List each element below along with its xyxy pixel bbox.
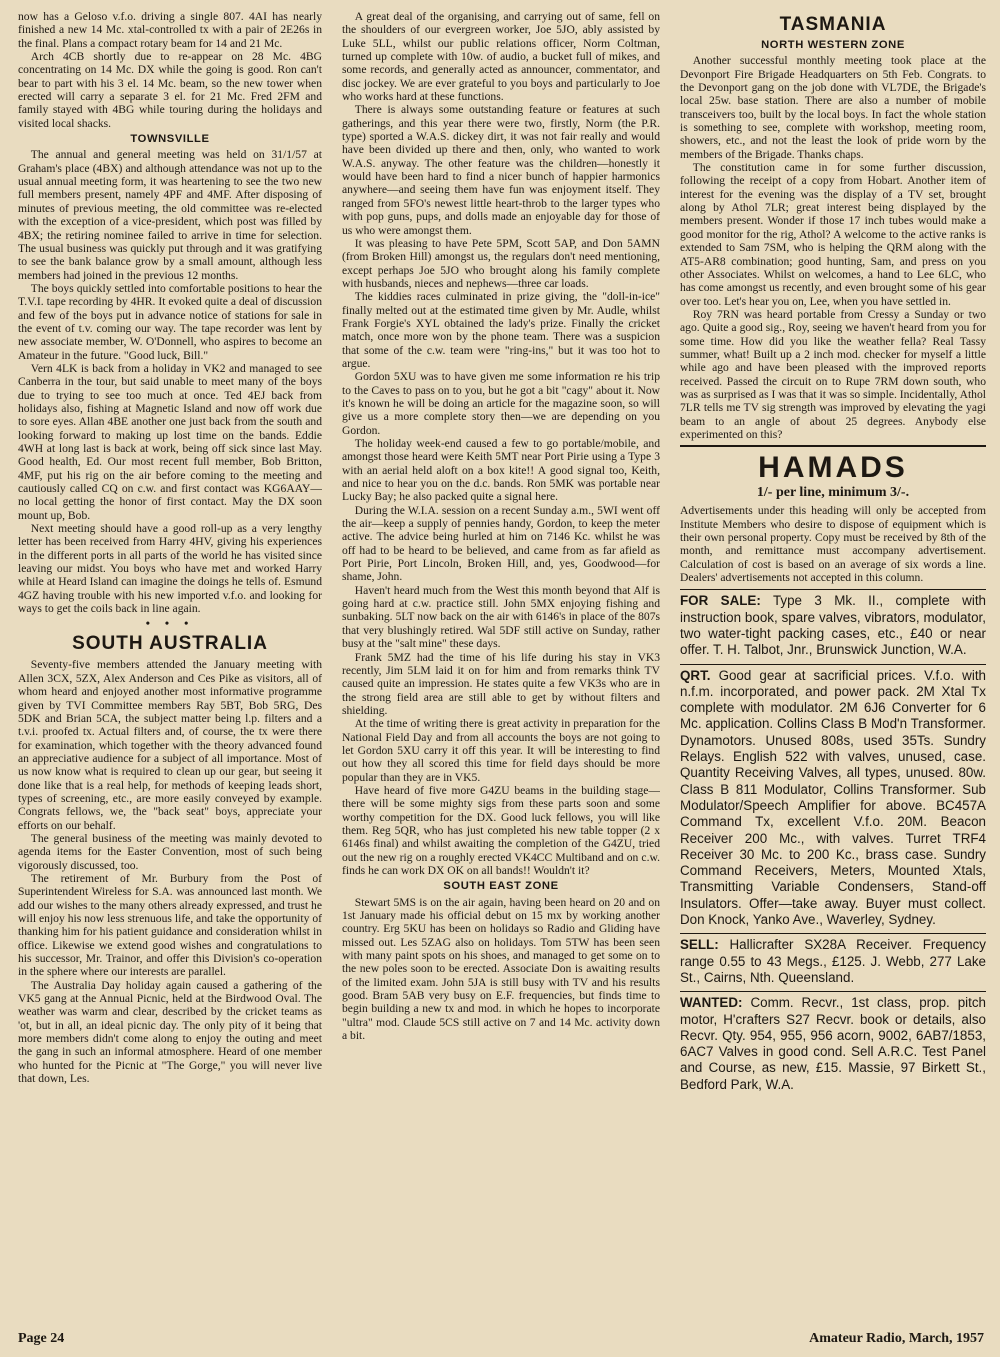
section-heading-tasmania: TASMANIA (779, 14, 887, 35)
section-heading-north-western-zone: NORTH WESTERN ZONE (761, 39, 905, 51)
ad-text: Good gear at sacrificial prices. V.f.o. with n.f.m. incorporated, and power pack. 2M Xtal Tx complete with modulator. 2M 6J6 Converter for 6 Mc. application. Collins Class B Mod'n Transformer. Dynamotors. Unused 808s, used 35Ts. Sundry Relays. English 522 with valves, unused, case. Quantity Receiving Valves, all types, unused. 80w. Class B 811 Modulator, Collins Transformer. Sub Modulator/Speech Amplifier for above. BC457A Command Tx, excellent V.f.o. 20M. Beacon Receiver 200 Mc., with valves. Turret TRF4 Receiver 30 Mc. to 200 Kc., brass case. Sundry Command Receivers, Meters, Mounted Xtals, Transmitting Variable Condensers, Stand-off Insulators. Offer—take away. Buyer must collect. Don Knock, Yanko Ave., Waverley, Sydney. (680, 667, 986, 928)
paragraph: Have heard of five more G4ZU beams in the building stage—there will be some mighty sigs from these parts soon and some worthy competition for the DX. Good luck fellows, you will like them. Reg 5QR, who has just completed his new table topper (2 x 6146s final) and whilst awaiting the completion of the G4ZU, tried out the new rig on a roughly erected VK4CC Multiband and on c.w. finds he can work DX OK on all bands!! Wouldn't it? (342, 783, 660, 877)
paragraph: Seventy-five members attended the January meeting with Allen 3CX, 5ZX, Alex Anderson and Ces Pike as visitors, all of whom heard and enjoyed another most informative programme given by TVI Committee members Ray 5BT, Bob 5RG, Des 5DK and Brian 5CA, the subject matter being l.p. filters and a t.v.i. proofed tx. Actual filters and, of course, the tx were there for examination, which together with the theory advanced found an appreciative audience for a subject of all importance. Most of us now know what is required to clean up our gear, but seeing it done like that is a real help, for methods of keeping leads short, types of screening, etc., are more easily conveyed by example. Congrats fellows, we, the "back seat" boys, appreciate your efforts on our behalf. (18, 658, 322, 832)
paragraph: A great deal of the organising, and carrying out of same, fell on the shoulders of our evergreen worker, Joe 5JO, ably assisted by Luke 5LL, whilst our public relations officer, Norm Coltman, turned up complete with 10w. of audio, a bucket full of mikes, and some records, and generally acted as announcer, commentator, and disc jockey. We are ever grateful to you boys and particularly to Joe who works hard at these functions. (342, 10, 660, 104)
paragraph: now has a Geloso v.f.o. driving a single 807. 4AI has nearly finished a new 14 Mc. xtal-controlled tx with a pair of 2E26s in the final. Plans a compact rotary beam for 14 and 21 Mc. (18, 10, 322, 50)
paragraph: Vern 4LK is back from a holiday in VK2 and managed to see Canberra in the tour, but said unable to meet many of the boys due to trying to see too much at once. Ted 4EJ back from holidays also, fishing at Magnetic Island and now off work due to sore eyes. Allan 4BE another one just back from the south and looking forward to making up lost time on the bands. Eddie 4WH at long last is back at work, being off sick since last May. Good health, Ed. Our most recent full member, Bob Britton, 4MF, put his rig on the air before coming to the meeting and cautiously called CQ on c.w. and first contact was KG6AAY—no local getting the honor of first contact. May the DX soon mount up, Bob. (18, 361, 322, 522)
section-heading-townsville: TOWNSVILLE (130, 133, 210, 146)
hamads-heading: HAMADS (680, 445, 986, 485)
paragraph: Arch 4CB shortly due to re-appear on 28 Mc. 4BG concentrating on 14 Mc. DX while the going is good. Ron can't bear to part with his 3 el. 14 Mc. beam, so the new tower when erected will carry a separate 3 el. for 21 Mc. Fred 2FM and family stayed with 4BG while touring during the holidays and visited local shacks. (18, 50, 322, 130)
paragraph: The boys quickly settled into comfortable positions to hear the T.V.I. tape recording by 4HR. It evoked quite a deal of discussion and few of the boys put in advance notice of stations for sale in the event of t.v. coming our way. The tape recorder was lent by new associate member, W. O'Donnell, who aspires to become an Amateur in the future. "Good luck, Bill." (18, 281, 322, 362)
section-heading-south-east-zone: SOUTH EAST ZONE (443, 880, 559, 893)
paragraph: Another successful monthly meeting took place at the Devonport Fire Brigade Headquarters on 5th Feb. Congrats. to the Devonport gang on the job done with VL7DE, the Brigade's local 25w. base station. There are also a number of mobile transceivers too, built by the local boys. In fact the whole station is something to see, complete with workshop, meeting room, showers, etc., and not the least the look of pride worn by the members of the Brigade. Thanks chaps. (680, 54, 986, 161)
paragraph: There is always some outstanding feature or features at such gatherings, and this year there were two, firstly, Norm (the P.R. type) sported a W.A.S. dickey dirt, it was not fair really and would have been divided up there and then, only, who wanted to work W.A.S. anyway. The other feature was the children—honestly it would have been hard to find a nicer bunch of happier harmonics anywhere—and seeing them have fun was enjoyment itself. They ranged from 5FO's newest little heart-throb to the larger types who with pop guns, pups, and dolls made an enjoyable day for those of us who were amongst them. (342, 103, 660, 237)
paragraph: Roy 7RN was heard portable from Cressy a Sunday or two ago. Quite a good sig., Roy, seeing we haven't heard from you for some time. How did you like the weather fella? Real Tassy summer, what! Built up a 2 inch mod. checker for myself a little while ago and have been pleased with the improved reports received. Passed the circuit on to Rupe 7RM down south, who was as surprised as I was that it was so simple. Incidentally, Athol 7LR tells me TV sig strength was improved by elevating the yagi beam to an angle of about 25 degrees. Anybody else experimented on this? (680, 307, 986, 441)
paragraph: The retirement of Mr. Burbury from the Post of Superintendent Wireless for S.A. was announced last month. We add our wishes to the many others already expressed, and trust he will enjoy his now less strenuous life, and take the opportunity of thanking him for his patient guidance and consideration whilst in office. Likewise we extend good wishes and congratulations to his successor, Mr. Trainor, and offer this Division's co-operation in the sphere where our interests are parallel. (18, 871, 322, 979)
paragraph: The kiddies races culminated in prize giving, the "doll-in-ice" finally melted out at the estimated time given by Mr. Audle, whilst Frank Forgie's XYL obtained the lady's prize. Finally the cricket match, once more won by the phone team. There was a suspicion that some of the c.w. team were "ring-ins," but it was too hot to argue. (342, 290, 660, 370)
paragraph: At the time of writing there is great activity in preparation for the National Field Day and from all accounts the boys are not going to let Gordon 5XU carry it off this year. It will be interesting to find out how they all scored this time for field days should be more popular than they are in VK5. (342, 717, 660, 784)
column-2 (342, 10, 660, 1310)
paragraph: The constitution came in for some further discussion, following the receipt of a copy from Hobart. Another item of interest for the evening was the display of a TV set, brought along by Athol 7LR; great interest being displayed by the members present. Wonder if those 17 inch tubes would make a good monitor for the rig, Athol? A welcome to the active ranks is extended to Sam 7SM, who is helping the QRM along with the AT5-AR8 combination; good hunting, Sam, and press on you other Associates. Whilst on welcomes, a hand to Lee 6LC, who has come amongst us recently, and even brought some of his gear over too. Let's hear you on, Lee, when you have settled in. (680, 161, 986, 308)
ad-text: Type 3 Mk. II., complete with instruction book, spare valves, vibrators, modulator, two water-tight packing cases, etc., £40 or near offer. T. H. Talbot, Jnr., Brunswick Junction, W.A. (680, 593, 986, 658)
hamads-terms: Advertisements under this heading will only be accepted from Institute Members who desire to dispose of equipment which is their own personal property. Copy must be received by 8th of the month, and remittance must accompany advertisement. Calculation of cost is based on an average of six words a line. Dealers' advertisements not accepted in this column. (680, 504, 986, 585)
publication-footer: Amateur Radio, March, 1957 (809, 1331, 984, 1346)
ad-text: Hallicrafter SX28A Receiver. Frequency range 0.55 to 43 Megs., £125. J. Webb, 277 Lake St., Cairns, Nth. Queensland. (680, 937, 986, 985)
section-heading-south-australia: SOUTH AUSTRALIA (72, 633, 268, 655)
paragraph: Frank 5MZ had the time of his life during his stay in VK3 recently, Jim 5LM laid it on for him and from remarks think TV caused quite an impression. He states quite a few VK3s who are in the strong field area are still able to get by without filters and shielding. (342, 650, 660, 717)
ad-label: SELL: (680, 937, 719, 953)
page-number: Page 24 (18, 1331, 65, 1346)
column-1 (18, 10, 322, 1310)
ad-wanted (680, 991, 986, 1093)
paragraph: Haven't heard much from the West this month beyond that Alf is going hard at c.w. practice still. John 5MX enjoying fishing and sunbaking. 5LT now back on the air with 6146's in place of the 807s that very blushingly retired. Wal 5DF still active on Sunday, rather busy at the "salt mine" these days. (342, 583, 660, 651)
paragraph: Gordon 5XU was to have given me some information re his trip to the Caves to pass on to you, but he got a bit "cagy" about it. Now it's known he will be doing an article for the magazine soon, so will give us a more complete story then—we are depending on you Gordon. (342, 370, 660, 437)
paragraph: Stewart 5MS is on the air again, having been heard on 20 and on 1st January made his official debut on 15 mx by working another country. Erg 5KU has been on holidays so Radio and Gliding have missed out. Les 5ZAG also on holidays. Tom 5TW has been seen with many paint spots on his shoes, and managed to get some on to the new poles soon to be erected. Associate Don is awaiting results of the limited exam. John 5JA is still busy with TV and his results good. Bram 5AB very busy on E.F. frequencies, but finds time to begin building a new tx and mod. in which he hopes to incorporate "ultra" mod. Claude 5CS still active on 7 and 14 Mc. activity down a bit. (342, 895, 660, 1043)
separator-dots: • • • (145, 616, 195, 631)
paragraph: The annual and general meeting was held on 31/1/57 at Graham's place (4BX) and although attendance was not up to the usual annual meeting form, it was heartening to see the two new full members present, namely 4PF and 4MF. After disposing of minutes of previous meeting, the old committee was re-elected with the exception of a vice-president, which post was filled by 4BX; the retiring nominee failed to arrive in time for selection. The usual business was quickly put through and it was gratifying to see the bank balance grow by a small amount, although less members had joined in the previous 12 months. (18, 148, 322, 282)
paragraph: Next meeting should have a good roll-up as a very lengthy letter has been received from Harry 4HV, giving his experiences in the different ports in all parts of the world he has visited since leaving our midst. You boys who have met and worked Harry while at Heard Island can imagine the doings he tells of. Esmund 4GZ having trouble with his new imported v.f.o. and looking for ways to get the coils back in line again. (18, 522, 322, 616)
ad-qrt (680, 664, 986, 929)
ad-for-sale (680, 589, 986, 658)
paragraph: It was pleasing to have Pete 5PM, Scott 5AP, and Don 5AMN (from Broken Hill) amongst us, the regulars don't need mentioning, except perhaps Joe 5JO who brought along his family complete with husbands, nieces and nephews—three car loads. (342, 236, 660, 290)
hamads-rate: 1/- per line, minimum 3/-. (756, 485, 910, 501)
paragraph: During the W.I.A. session on a recent Sunday a.m., 5WI went off the air—keep a supply of pennies handy, Gordon, to keep the meter active. The advice being hurled at him on 7146 Kc. whilst he was off had to be heard to be believed, and came from as far afield as Port Pirie, Port Lincoln, Broken Hill, and, yes, Goodwood—for shame, John. (342, 503, 660, 584)
ad-sell (680, 933, 986, 986)
paragraph: The general business of the meeting was mainly devoted to agenda items for the Easter Convention, most of such being vigorously discussed, too. (18, 831, 322, 872)
ad-label: WANTED: (680, 995, 743, 1011)
ad-label: FOR SALE: (680, 593, 761, 609)
paragraph: The Australia Day holiday again caused a gathering of the VK5 gang at the Annual Picnic, held at the Birdwood Oval. The weather was warm and clear, described by the cricket teams as 'ot, but in all, an ideal picnic day. The only pity of it being that more members didn't come along to enjoy the outing and meet the gang in such an informal atmosphere. Heard of one member who hunted for the Picnic at "The Gorge," you will never live that down, Les. (18, 978, 322, 1086)
paragraph: The holiday week-end caused a few to go portable/mobile, and amongst those heard were Keith 5MT near Port Pirie using a Type 3 with an aerial held aloft on a box kite!! A good signal too, Keith, and nice to hear you on the d.c. bands. Ron 5MK was portable near Lucky Bay; he also packed quite a signal here. (342, 437, 660, 504)
column-3 (680, 10, 986, 1310)
ad-label: QRT. (680, 667, 711, 683)
ad-text: Comm. Recvr., 1st class, prop. pitch motor, H'crafters S27 Recvr. book or details, also Recvr. Qty. 954, 955, 956 acorn, 9002, 6AB7/1853, 6AC7 Valves in good cond. Sell A.R.C. Test Panel and Course, as new, £15. Massie, 97 Birkett St., Bedford Park, W.A. (680, 995, 986, 1092)
